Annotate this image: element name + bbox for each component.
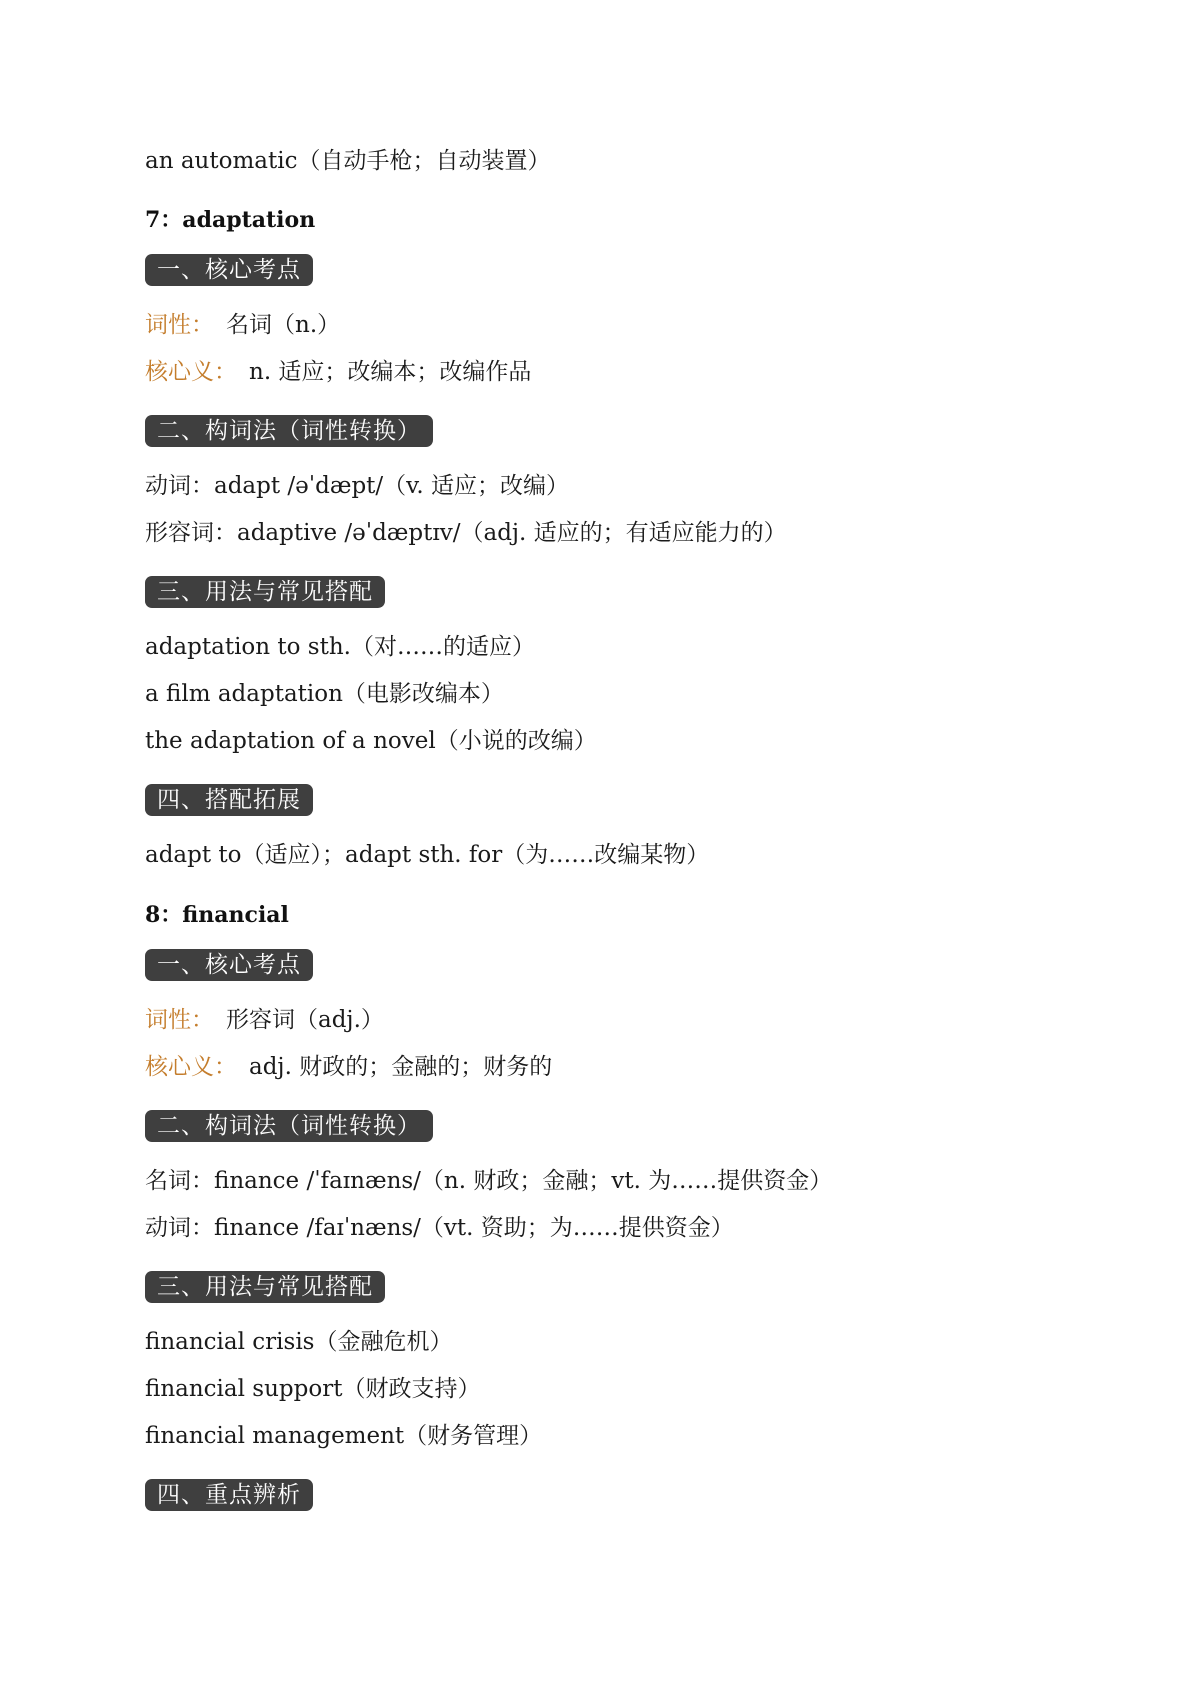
entry-7-collocation-3: the adaptation of a novel（小说的改编）	[145, 728, 597, 754]
core-meaning-value: n. 适应；改编本；改编作品	[249, 359, 532, 385]
entry-8-derivation-verb: 动词：finance /faɪˈnæns/（vt. 资助；为……提供资金）	[145, 1215, 734, 1241]
entry-8-section-key-distinction: 四、重点辨析	[145, 1479, 313, 1511]
part-of-speech-value: 形容词（adj.）	[226, 1007, 384, 1033]
entry-7-derivation-adjective: 形容词：adaptive /əˈdæptɪv/（adj. 适应的；有适应能力的）	[145, 520, 787, 546]
part-of-speech-value: 名词（n.）	[226, 312, 341, 338]
entry-8-part-of-speech-line	[145, 1005, 384, 1035]
entry-8-section-core-points: 一、核心考点	[145, 949, 313, 981]
entry-7-core-meaning-line	[145, 357, 531, 387]
entry-8-title: 8：financial	[145, 902, 289, 928]
entry-8-collocation-2: financial support（财政支持）	[145, 1376, 481, 1402]
entry-7-title: 7：adaptation	[145, 207, 316, 233]
part-of-speech-label: 词性：	[145, 312, 214, 338]
entry-7-section-collocation-extension: 四、搭配拓展	[145, 784, 313, 816]
core-meaning-label: 核心义：	[145, 1054, 237, 1080]
entry-7-section-word-formation: 二、构词法（词性转换）	[145, 415, 433, 447]
entry-8-section-word-formation: 二、构词法（词性转换）	[145, 1110, 433, 1142]
entry-8-core-meaning-line	[145, 1052, 552, 1082]
core-meaning-value: adj. 财政的；金融的；财务的	[249, 1054, 553, 1080]
entry-7-part-of-speech-line	[145, 310, 340, 340]
entry-7-section-usage-collocations: 三、用法与常见搭配	[145, 576, 385, 608]
entry-7-collocation-2: a film adaptation（电影改编本）	[145, 681, 504, 707]
entry-7-section-core-points: 一、核心考点	[145, 254, 313, 286]
automatic-example-line: an automatic（自动手枪；自动装置）	[145, 148, 551, 174]
core-meaning-label: 核心义：	[145, 359, 237, 385]
entry-8-collocation-1: financial crisis（金融危机）	[145, 1329, 453, 1355]
entry-7-extension-line: adapt to（适应）；adapt sth. for（为……改编某物）	[145, 842, 710, 868]
entry-8-section-usage-collocations: 三、用法与常见搭配	[145, 1271, 385, 1303]
entry-8-derivation-noun: 名词：finance /ˈfaɪnæns/（n. 财政；金融；vt. 为……提供资金）	[145, 1168, 833, 1194]
entry-7-derivation-verb: 动词：adapt /əˈdæpt/（v. 适应；改编）	[145, 473, 570, 499]
entry-7-collocation-1: adaptation to sth.（对……的适应）	[145, 634, 535, 660]
part-of-speech-label: 词性：	[145, 1007, 214, 1033]
entry-8-collocation-3: financial management（财务管理）	[145, 1423, 543, 1449]
